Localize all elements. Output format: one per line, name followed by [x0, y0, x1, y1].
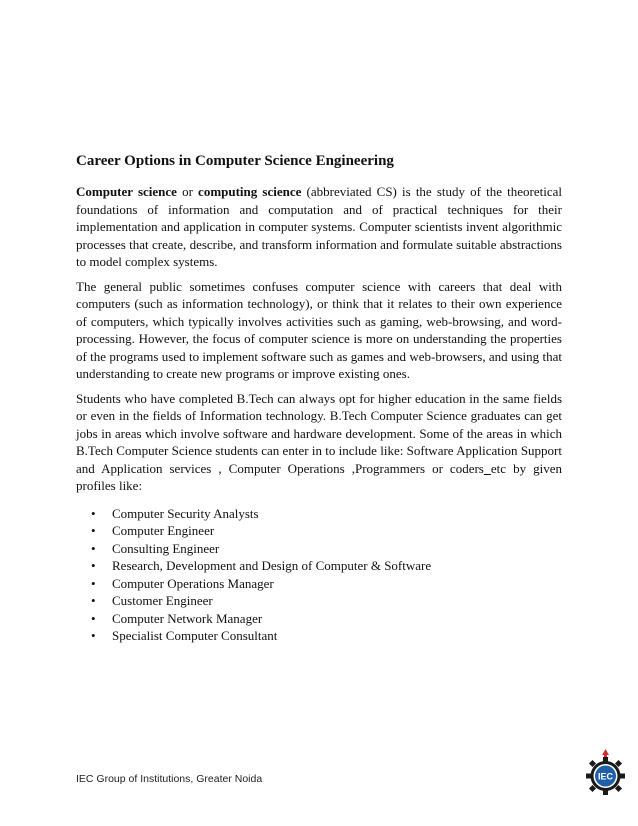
- list-item: • Specialist Computer Consultant: [112, 627, 562, 645]
- list-item: • Computer Network Manager: [112, 610, 562, 628]
- intro-or: or: [176, 184, 199, 199]
- footer-text: IEC Group of Institutions, Greater Noida: [76, 773, 263, 785]
- paragraph-public: The general public sometimes confuses computer science with careers that deal with computers (such as information technology), or think that it relates to their own experience of computers, which typically involves activities such as gaming, web-browsing, and word-processing. However, the focus of computer science is more on understanding the properties of the programs used to implement software such as games and web-browsers, and using that understanding to create new programs or improve existing ones.: [76, 278, 562, 381]
- students-underlined-space: [484, 461, 491, 476]
- students-end: etc by given profiles like:: [76, 460, 562, 493]
- list-item: • Consulting Engineer: [112, 540, 562, 558]
- logo-text: IEC: [597, 771, 614, 782]
- list-item: • Computer Operations Manager: [112, 575, 562, 593]
- list-item: • Customer Engineer: [112, 592, 562, 610]
- list-item: • Computer Security Analysts: [112, 505, 562, 523]
- intro-rest: (abbreviated CS) is the study of the theoretical foundations of information and computation and of practical techniques for their implementation and application in computer systems. Computer scientists invent algorithmic processes that create, describe, and transform information and formulate suitable abstractions to model complex systems.: [76, 184, 562, 269]
- page-title: Career Options in Computer Science Engineering: [76, 153, 394, 169]
- term-computer-science: Computer science: [76, 184, 177, 199]
- paragraph-students: [76, 390, 562, 495]
- iec-logo: [583, 748, 628, 798]
- profiles-list: [76, 505, 562, 645]
- term-computing-science: computing science: [198, 184, 302, 199]
- students-main: Students who have completed B.Tech can always opt for higher education in the same fields or even in the fields of Information technology. B.Tech Computer Science graduates can get jobs in areas which involve software and hardware development. Some of the areas in which B.Tech Computer Science students can enter in to include like: Software Application Support and Application services , Computer Operations ,Programmers or coders: [76, 390, 562, 476]
- list-item: • Computer Engineer: [112, 522, 562, 540]
- paragraph-intro: [76, 183, 562, 271]
- document-body: [76, 151, 562, 645]
- list-item: • Research, Development and Design of Computer & Software: [112, 557, 562, 575]
